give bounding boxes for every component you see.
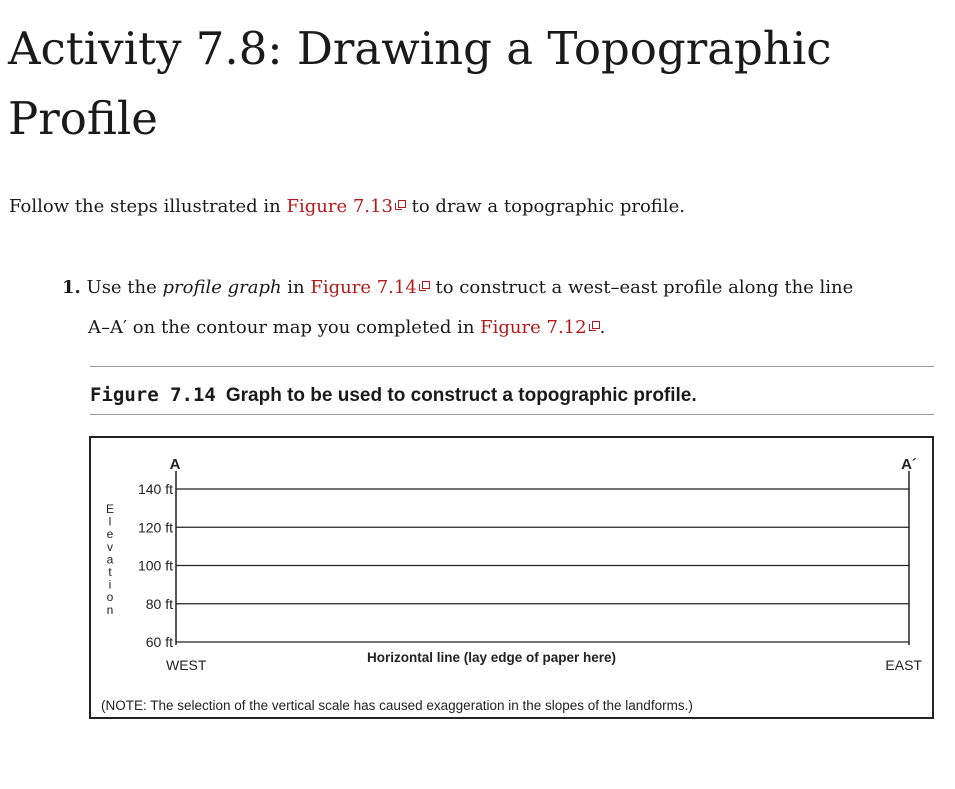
figure-label: Figure 7.14 <box>90 384 216 406</box>
elevation-axis-letter: i <box>108 577 112 592</box>
endpoint-a-label: A <box>169 456 181 473</box>
elevation-axis-letter: a <box>106 552 114 567</box>
elevation-axis-letter: E <box>105 502 115 516</box>
step-number: 1. <box>62 277 81 298</box>
intro-text-after: to draw a topographic profile. <box>405 196 685 217</box>
figure-caption <box>90 379 697 411</box>
elevation-grid <box>176 489 909 642</box>
elevation-axis-letter: v <box>107 539 113 554</box>
elevation-axis-letter: e <box>106 527 114 542</box>
step-text-b: in <box>281 277 311 298</box>
figure-description: Graph to be used to construct a topographic profile. <box>225 385 697 406</box>
elevation-tick-label: 100 ft <box>137 557 173 574</box>
step-1 <box>62 268 932 348</box>
east-label: EAST <box>885 657 922 673</box>
external-link-icon <box>419 281 430 292</box>
step-text-e: . <box>599 317 606 338</box>
profile-graph-term: profile graph <box>162 277 282 298</box>
figure-7-12-link-label: Figure 7.12 <box>480 317 587 338</box>
profile-graph-canvas <box>91 438 932 717</box>
figure-top-divider <box>90 366 934 367</box>
intro-text-before: Follow the steps illustrated in <box>9 196 287 217</box>
step-text-c: to construct a west–east profile along the line <box>429 277 854 298</box>
figure-7-12-link[interactable] <box>480 317 599 338</box>
profile-graph <box>89 436 934 719</box>
intro-paragraph <box>9 193 685 221</box>
baseline-label: Horizontal line (lay edge of paper here) <box>367 650 617 665</box>
elevation-tick-label: 60 ft <box>145 634 173 650</box>
page-title: Activity 7.8: Drawing a Topographic Profile <box>8 22 832 145</box>
external-link-icon <box>395 200 406 211</box>
figure-7-14-link-label: Figure 7.14 <box>310 277 417 298</box>
elevation-axis-letter: t <box>108 565 112 579</box>
figure-7-14-link[interactable] <box>310 277 429 298</box>
step-line-2 <box>62 308 932 348</box>
elevation-tick-label: 140 ft <box>137 481 173 497</box>
step-text-a: Use the <box>80 277 163 298</box>
figure-bottom-divider <box>90 414 934 415</box>
elevation-tick-label: 80 ft <box>145 595 173 612</box>
endpoint-a-prime-label: A´ <box>901 456 917 473</box>
scale-note: (NOTE: The selection of the vertical scale has caused exaggeration in the slopes of the landforms.) <box>101 698 693 713</box>
elevation-axis-title <box>106 502 114 617</box>
elevation-tick-labels <box>138 481 173 650</box>
elevation-axis-letter: o <box>106 590 114 605</box>
west-label: WEST <box>166 657 207 673</box>
external-link-icon <box>589 321 600 332</box>
figure-7-13-link[interactable] <box>287 196 406 217</box>
step-text-d: A–A′ on the contour map you completed in <box>88 317 481 338</box>
elevation-tick-label: 120 ft <box>137 519 173 536</box>
elevation-axis-letter: l <box>108 514 112 529</box>
elevation-axis-letter: n <box>106 602 114 617</box>
figure-7-13-link-label: Figure 7.13 <box>286 196 393 217</box>
